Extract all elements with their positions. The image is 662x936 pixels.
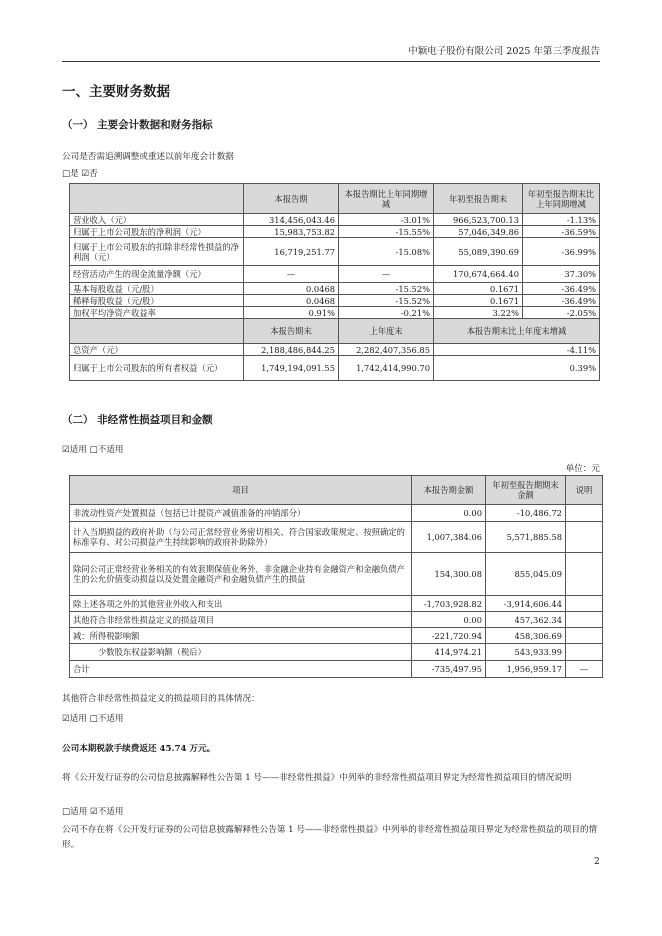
row-label: 除同公司正常经营业务相关的有效套期保值业务外，非金融企业持有金融资产和金融负债产生的公允价值变动损益以及处置金融资产和金融负债产生的损益 [70, 553, 412, 596]
cell-note [566, 628, 603, 644]
cell-value: 0.39% [434, 356, 600, 381]
cell-value: 0.0468 [244, 295, 339, 307]
table-header-row [70, 184, 600, 214]
cell-value: -36.49% [523, 295, 600, 307]
cell-value: -10,486.72 [486, 505, 566, 522]
header-cell: 上年度末 [339, 319, 434, 344]
table-row [70, 553, 603, 596]
cell-note [566, 612, 603, 628]
cell-value: 855,045.09 [486, 553, 566, 596]
cell-value: 2,282,407,356.85 [339, 344, 434, 356]
row-label: 经营活动产生的现金流量净额（元） [70, 266, 244, 283]
cell-value: 1,956,959.17 [486, 661, 566, 678]
tax-refund-note: 公司本期税款手续费返还 45.74 万元。 [62, 744, 216, 754]
cell-value: 0.00 [412, 612, 486, 628]
cell-note: — [566, 661, 603, 678]
cell-value: -4.11% [434, 344, 600, 356]
cell-value: — [244, 266, 339, 283]
cell-value: -735,497.95 [412, 661, 486, 678]
table-row [70, 661, 603, 678]
cell-value: -1.13% [523, 214, 600, 226]
table-row [70, 344, 600, 356]
cell-value: 457,362.34 [486, 612, 566, 628]
cell-value: 0.0468 [244, 283, 339, 295]
unit-label: 单位：元 [565, 464, 600, 474]
row-label: 归属于上市公司股东的扣除非经常性损益的净利润（元） [70, 238, 244, 266]
cell-value: 966,523,700.13 [434, 214, 523, 226]
row-label: 稀释每股收益（元/股） [70, 295, 244, 307]
header-cell: 本报告期末 [244, 319, 339, 344]
table-row [70, 307, 600, 319]
cell-value: -15.55% [339, 226, 434, 238]
header-cell: 本报告期比上年同期增减 [339, 184, 434, 214]
cell-value: -15.52% [339, 283, 434, 295]
cell-note [566, 644, 603, 661]
header-cell [70, 319, 244, 344]
table-row [70, 226, 600, 238]
table-row [70, 283, 600, 295]
cell-value: 15,983,753.82 [244, 226, 339, 238]
header-cell: 本报告期金额 [412, 476, 486, 505]
cell-value: 1,749,194,091.55 [244, 356, 339, 381]
applicable-option: ☑适用 □不适用 [62, 445, 124, 455]
cell-value: 1,007,384.06 [412, 522, 486, 553]
cell-note [566, 522, 603, 553]
cell-value: -36.49% [523, 283, 600, 295]
header-cell: 说明 [566, 476, 603, 505]
cell-note [566, 596, 603, 612]
cell-value: 2,188,486,844.25 [244, 344, 339, 356]
cell-value: -3,914,606.44 [486, 596, 566, 612]
cell-value: -36.59% [523, 226, 600, 238]
page-number: 2 [594, 857, 600, 867]
other-definition-note: 其他符合非经常性损益定义的损益项目的具体情况： [62, 694, 260, 704]
row-label: 非流动性资产处置损益（包括已计提资产减值准备的冲销部分） [70, 505, 412, 522]
cell-value: 57,046,349.86 [434, 226, 523, 238]
table-row [70, 266, 600, 283]
cell-value: 1,742,414,990.70 [339, 356, 434, 381]
cell-value: 458,306.69 [486, 628, 566, 644]
cell-value: -2.05% [523, 307, 600, 319]
non-recurring-table [69, 475, 603, 678]
restate-question: 公司是否需追溯调整或重述以前年度会计数据 [62, 152, 234, 162]
table-row [70, 644, 603, 661]
cell-value: -1,703,928.82 [412, 596, 486, 612]
table-row [70, 628, 603, 644]
reclass-option: □适用 ☑不适用 [62, 807, 124, 817]
cell-value: 0.1671 [434, 295, 523, 307]
row-label: 计入当期损益的政府补助（与公司正常经营业务密切相关、符合国家政策规定、按照确定的标准享有、对公司损益产生持续影响的政府补助除外） [70, 522, 412, 553]
cell-value: 414,974.21 [412, 644, 486, 661]
cell-value: 314,456,043.46 [244, 214, 339, 226]
row-label: 减：所得税影响额 [70, 628, 412, 644]
row-label: 营业收入（元） [70, 214, 244, 226]
row-label: 合计 [70, 661, 412, 678]
header-cell: 项目 [70, 476, 412, 505]
header-cell: 年初至报告期末比上年同期增减 [523, 184, 600, 214]
table-row [70, 238, 600, 266]
reclass-statement: 公司不存在将《公开发行证券的公司信息披露解释性公告第 1 号——非经常性损益》中列举的非经常性损益项目界定为经常性损益的项目的情形。 [62, 825, 598, 850]
cell-value: 55,089,390.69 [434, 238, 523, 266]
cell-value: 0.00 [412, 505, 486, 522]
cell-value: 0.91% [244, 307, 339, 319]
cell-value: -3.01% [339, 214, 434, 226]
row-label: 总资产（元） [70, 344, 244, 356]
cell-value: 154,300.08 [412, 553, 486, 596]
cell-value: 3.22% [434, 307, 523, 319]
table-row [70, 612, 603, 628]
row-label: 其他符合非经常性损益定义的损益项目 [70, 612, 412, 628]
cell-value: 16,719,251.77 [244, 238, 339, 266]
row-label: 基本每股收益（元/股） [70, 283, 244, 295]
cell-value: -0.21% [339, 307, 434, 319]
header-divider [62, 61, 600, 62]
header-cell: 本报告期 [244, 184, 339, 214]
table-row [70, 522, 603, 553]
cell-value: — [339, 266, 434, 283]
row-label: 除上述各项之外的其他营业外收入和支出 [70, 596, 412, 612]
subsection-title-2: （二） 非经常性损益项目和金额 [62, 414, 213, 426]
header-cell: 年初至报告期末 [434, 184, 523, 214]
header-cell: 本报告期末比上年度末增减 [434, 319, 600, 344]
table-row [70, 295, 600, 307]
table-row [70, 356, 600, 381]
cell-value: 5,571,885.58 [486, 522, 566, 553]
cell-value: -221,720.94 [412, 628, 486, 644]
table-row [70, 505, 603, 522]
cell-value: 543,933.99 [486, 644, 566, 661]
section-title: 一、主要财务数据 [62, 84, 170, 100]
other-definition-option: ☑适用 □不适用 [62, 714, 124, 724]
header-cell: 年初至报告期期末金额 [486, 476, 566, 505]
cell-value: 0.1671 [434, 283, 523, 295]
cell-value: -15.08% [339, 238, 434, 266]
subsection-title-1: （一） 主要会计数据和财务指标 [62, 119, 213, 131]
row-label: 加权平均净资产收益率 [70, 307, 244, 319]
table-row [70, 214, 600, 226]
header-cell [70, 184, 244, 214]
key-financial-table [69, 183, 600, 381]
cell-note [566, 505, 603, 522]
table-header-row [70, 476, 603, 505]
row-label: 归属于上市公司股东的所有者权益（元） [70, 356, 244, 381]
restate-option: □是 ☑否 [62, 169, 98, 179]
reclass-description: 将《公开发行证券的公司信息披露解释性公告第 1 号——非经常性损益》中列举的非经常性损益项目界定为经常性损益项目的情况说明 [62, 773, 572, 783]
cell-value: -36.99% [523, 238, 600, 266]
row-label: 少数股东权益影响额（税后） [70, 644, 412, 661]
table-row [70, 596, 603, 612]
cell-value: -15.52% [339, 295, 434, 307]
cell-note [566, 553, 603, 596]
table-subheader-row [70, 319, 600, 344]
cell-value: 170,674,664.40 [434, 266, 523, 283]
row-label: 归属于上市公司股东的净利润（元） [70, 226, 244, 238]
cell-value: 37.30% [523, 266, 600, 283]
page-header-title: 中颖电子股份有限公司 2025 年第三季度报告 [408, 46, 600, 57]
